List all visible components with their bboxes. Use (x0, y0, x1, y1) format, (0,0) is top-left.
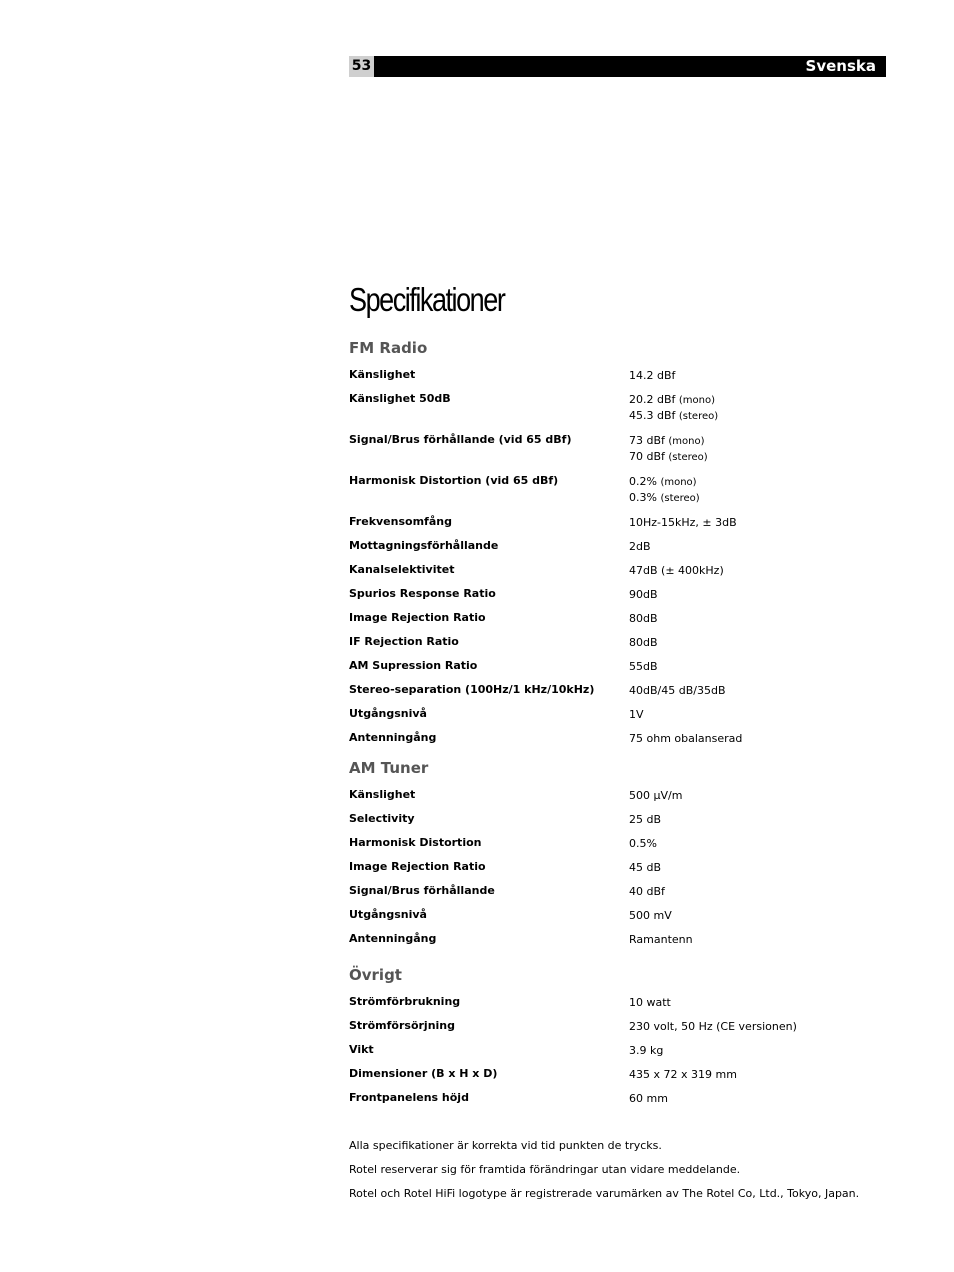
spec-value-main: 0.2% (629, 475, 657, 488)
spec-row (349, 433, 909, 465)
spec-row (349, 1043, 909, 1058)
spec-value (629, 368, 675, 383)
spec-value-note: (mono) (678, 395, 716, 406)
spec-value-line (629, 683, 726, 698)
section-am-tuner (349, 758, 909, 947)
spec-label: Kanalselektivitet (349, 563, 455, 576)
spec-value-main: 10Hz-15kHz, ± 3dB (629, 516, 737, 529)
spec-value (629, 587, 658, 602)
spec-value-main: 20.2 dBf (629, 393, 676, 406)
spec-value-main: 10 watt (629, 996, 671, 1009)
spec-value (629, 707, 644, 722)
spec-label: Antenningång (349, 731, 437, 744)
spec-row (349, 1019, 909, 1034)
spec-row (349, 836, 909, 851)
spec-label: Antenningång (349, 932, 437, 945)
spec-value-line (629, 474, 700, 490)
spec-value (629, 884, 665, 899)
spec-row (349, 812, 909, 827)
spec-row (349, 611, 909, 626)
spec-value-main: 45.3 dBf (629, 409, 676, 422)
spec-label: Utgångsnivå (349, 908, 427, 921)
spec-value (629, 1091, 668, 1106)
spec-row (349, 1067, 909, 1082)
spec-label: Image Rejection Ratio (349, 860, 486, 873)
spec-value-main: 55dB (629, 660, 658, 673)
spec-row (349, 635, 909, 650)
spec-row (349, 587, 909, 602)
spec-value-main: 500 µV/m (629, 789, 683, 802)
spec-value-main: 25 dB (629, 813, 662, 826)
spec-value-line (629, 515, 737, 530)
spec-value (629, 474, 700, 506)
spec-label: Strömförbrukning (349, 995, 461, 1008)
spec-value-line (629, 449, 708, 465)
spec-value-main: Ramantenn (629, 933, 693, 946)
section-title: FM Radio (349, 339, 428, 357)
spec-value-line (629, 659, 658, 674)
spec-row (349, 368, 909, 383)
spec-value-line (629, 611, 658, 626)
spec-value-main: 230 volt, 50 Hz (CE versionen) (629, 1020, 797, 1033)
spec-value (629, 683, 726, 698)
spec-row (349, 788, 909, 803)
spec-value-main: 73 dBf (629, 434, 665, 447)
spec-value-line (629, 563, 724, 578)
spec-value-line (629, 1091, 668, 1106)
spec-value-main: 3.9 kg (629, 1044, 664, 1057)
spec-label: Signal/Brus förhållande (349, 884, 495, 897)
spec-value-line (629, 587, 658, 602)
spec-label: Harmonisk Distortion (vid 65 dBf) (349, 474, 559, 487)
spec-value-line (629, 1067, 737, 1082)
spec-value (629, 611, 658, 626)
spec-label: Vikt (349, 1043, 374, 1056)
spec-value-main: 60 mm (629, 1092, 668, 1105)
spec-label: Frekvensomfång (349, 515, 452, 528)
language-label: Svenska (805, 57, 876, 75)
spec-value-line (629, 707, 644, 722)
spec-label: Stereo-separation (100Hz/1 kHz/10kHz) (349, 683, 595, 696)
spec-value (629, 812, 661, 827)
spec-row (349, 707, 909, 722)
spec-row (349, 884, 909, 899)
spec-label: Utgångsnivå (349, 707, 427, 720)
section-ovrigt (349, 965, 909, 1106)
spec-row (349, 683, 909, 698)
spec-row (349, 539, 909, 554)
spec-value-main: 45 dB (629, 861, 662, 874)
spec-value-main: 75 ohm obalanserad (629, 732, 743, 745)
spec-value-line (629, 812, 661, 827)
spec-value-line (629, 368, 675, 383)
spec-value-note: (stereo) (668, 452, 708, 463)
spec-value (629, 908, 672, 923)
spec-value (629, 836, 657, 851)
spec-row (349, 860, 909, 875)
footnotes (349, 1138, 909, 1210)
footnote: Alla specifikationer är korrekta vid tid punkten de trycks. (349, 1139, 662, 1152)
spec-value-line (629, 392, 718, 408)
spec-value (629, 539, 651, 554)
spec-value-line (629, 635, 658, 650)
spec-row (349, 474, 909, 506)
spec-value (629, 433, 708, 465)
spec-value-main: 80dB (629, 636, 658, 649)
spec-value (629, 731, 742, 746)
spec-value (629, 563, 724, 578)
spec-value-line (629, 433, 708, 449)
spec-value-line (629, 860, 661, 875)
spec-value-line (629, 932, 693, 947)
spec-value (629, 788, 682, 803)
spec-label: Känslighet (349, 788, 416, 801)
spec-row (349, 731, 909, 746)
spec-value-note: (stereo) (660, 493, 700, 504)
spec-value (629, 659, 658, 674)
spec-value-main: 2dB (629, 540, 651, 553)
spec-value-main: 435 x 72 x 319 mm (629, 1068, 737, 1081)
spec-value (629, 932, 693, 947)
footnote: Rotel och Rotel HiFi logotype är registrerade varumärken av The Rotel Co, Ltd., Tokyo, Japan. (349, 1187, 860, 1200)
spec-label: Mottagningsförhållande (349, 539, 499, 552)
spec-label: Harmonisk Distortion (349, 836, 482, 849)
spec-label: Signal/Brus förhållande (vid 65 dBf) (349, 433, 572, 446)
spec-value-line (629, 908, 672, 923)
spec-value-main: 1V (629, 708, 644, 721)
spec-value-note: (mono) (660, 477, 697, 488)
spec-label: Känslighet (349, 368, 416, 381)
spec-label: AM Supression Ratio (349, 659, 478, 672)
spec-value-main: 0.5% (629, 837, 657, 850)
spec-value-main: 500 mV (629, 909, 672, 922)
spec-row (349, 515, 909, 530)
spec-value-main: 90dB (629, 588, 658, 601)
spec-value (629, 515, 737, 530)
spec-value (629, 1019, 797, 1034)
spec-row (349, 563, 909, 578)
spec-row (349, 1091, 909, 1106)
spec-value-line (629, 995, 671, 1010)
spec-label: Image Rejection Ratio (349, 611, 486, 624)
spec-label: Frontpanelens höjd (349, 1091, 469, 1104)
spec-value-main: 40 dBf (629, 885, 665, 898)
spec-value-main: 40dB/45 dB/35dB (629, 684, 726, 697)
spec-value-line (629, 539, 651, 554)
spec-value (629, 1067, 737, 1082)
spec-row (349, 995, 909, 1010)
spec-value-main: 47dB (± 400kHz) (629, 564, 724, 577)
spec-value-main: 80dB (629, 612, 658, 625)
page-number: 53 (349, 56, 374, 77)
spec-value-line (629, 1019, 797, 1034)
spec-row (349, 659, 909, 674)
spec-value (629, 995, 671, 1010)
spec-label: IF Rejection Ratio (349, 635, 459, 648)
page-title: Specifikationer (349, 281, 505, 318)
spec-label: Spurios Response Ratio (349, 587, 496, 600)
spec-value (629, 635, 658, 650)
spec-row (349, 392, 909, 424)
spec-value (629, 392, 718, 424)
spec-value (629, 1043, 663, 1058)
spec-label: Dimensioner (B x H x D) (349, 1067, 498, 1080)
spec-value-line (629, 788, 682, 803)
spec-value-main: 0.3% (629, 491, 657, 504)
section-fm-radio (349, 338, 909, 746)
section-title: AM Tuner (349, 759, 429, 777)
spec-value-line (629, 836, 657, 851)
spec-label: Strömförsörjning (349, 1019, 455, 1032)
section-title: Övrigt (349, 966, 402, 984)
spec-value-line (629, 731, 742, 746)
spec-value-line (629, 490, 700, 506)
spec-value-main: 70 dBf (629, 450, 665, 463)
spec-value-line (629, 1043, 663, 1058)
spec-value-note: (mono) (668, 436, 705, 447)
footnote: Rotel reserverar sig för framtida förändringar utan vidare meddelande. (349, 1163, 741, 1176)
spec-label: Känslighet 50dB (349, 392, 451, 405)
spec-value-note: (stereo) (678, 411, 719, 422)
spec-value (629, 860, 661, 875)
spec-label: Selectivity (349, 812, 415, 825)
spec-value-main: 14.2 dBf (629, 369, 676, 382)
spec-value-line (629, 884, 665, 899)
spec-row (349, 908, 909, 923)
spec-row (349, 932, 909, 947)
spec-value-line (629, 408, 718, 424)
